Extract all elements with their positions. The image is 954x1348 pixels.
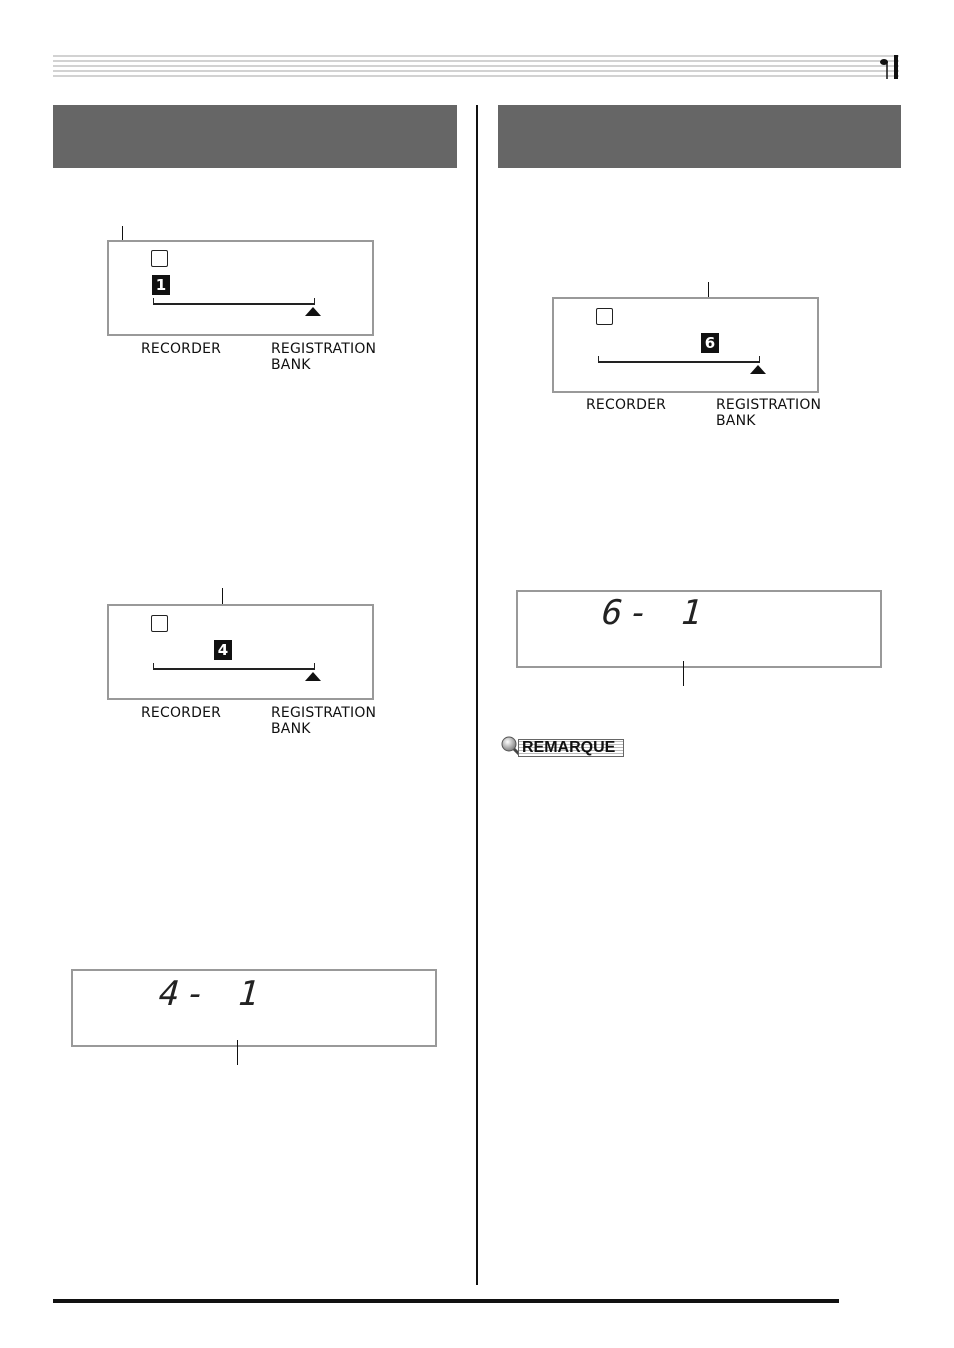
note-label: REMARQUE xyxy=(522,739,616,756)
lcd-bank-number: 1 xyxy=(152,275,170,295)
callout-line xyxy=(237,1040,238,1065)
lcd-square-indicator xyxy=(151,615,168,632)
registration-label: REGISTRATION xyxy=(271,705,377,721)
note-badge xyxy=(500,735,626,759)
lcd-display-2 xyxy=(107,604,374,700)
registration-label: REGISTRATION xyxy=(271,341,377,357)
recorder-label: RECORDER xyxy=(141,705,222,721)
recorder-label: RECORDER xyxy=(586,397,667,413)
lcd-square-indicator xyxy=(151,250,168,267)
lcd-bank-number: 4 xyxy=(214,640,232,660)
lcd-bracket-bar xyxy=(153,298,315,305)
column-divider xyxy=(476,105,478,1285)
recorder-label: RECORDER xyxy=(141,341,222,357)
registration-label: REGISTRATION xyxy=(716,397,822,413)
footer-rule xyxy=(53,1299,839,1303)
music-staff-header xyxy=(53,55,899,79)
lcd-segment-readout: 6- 1 xyxy=(600,593,710,633)
left-section-header xyxy=(53,105,457,168)
lcd-bracket-bar xyxy=(153,663,315,670)
triangle-pointer-icon xyxy=(305,672,321,681)
lcd-segment-readout: 4- 1 xyxy=(157,974,267,1014)
triangle-pointer-icon xyxy=(305,307,321,316)
bank-label: BANK xyxy=(271,357,311,373)
lcd-display-1 xyxy=(107,240,374,336)
lcd-display-5 xyxy=(516,590,882,668)
lcd-bracket-bar xyxy=(598,356,760,363)
lcd-square-indicator xyxy=(596,308,613,325)
triangle-pointer-icon xyxy=(750,365,766,374)
bank-label: BANK xyxy=(271,721,311,737)
right-section-header xyxy=(498,105,901,168)
callout-line xyxy=(683,661,684,686)
bank-label: BANK xyxy=(716,413,756,429)
lcd-bank-number: 6 xyxy=(701,333,719,353)
lcd-display-4 xyxy=(552,297,819,393)
lcd-display-3 xyxy=(71,969,437,1047)
